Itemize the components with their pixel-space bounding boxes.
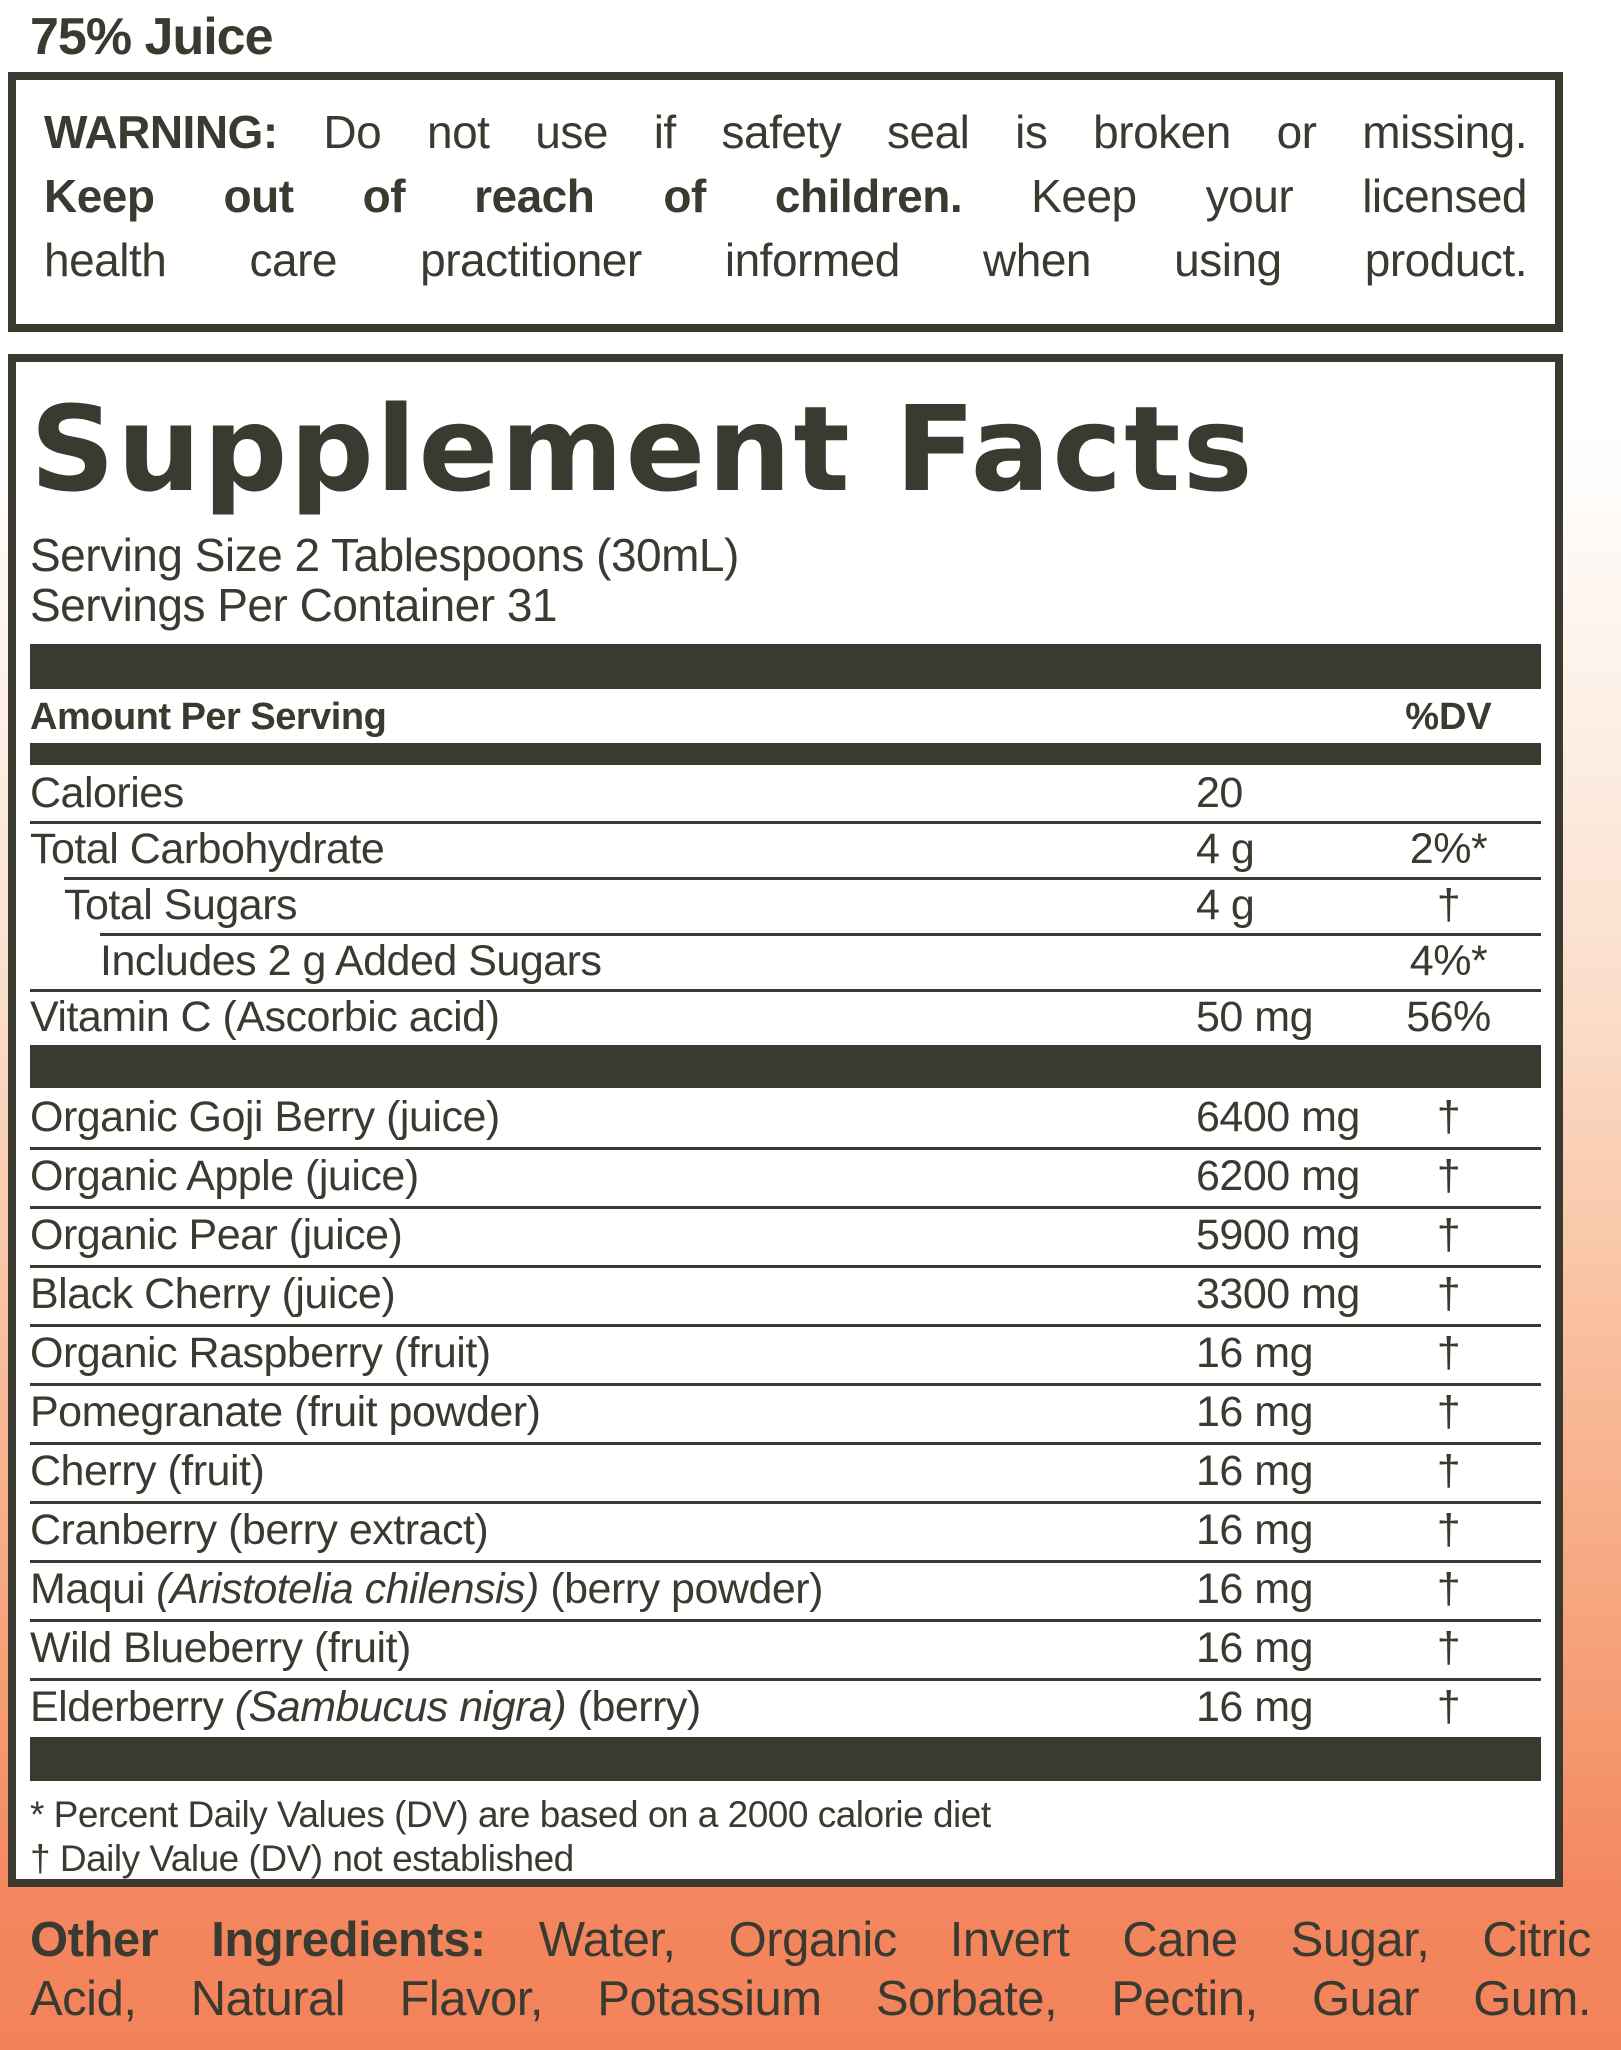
row-dv: † <box>1436 1506 1461 1554</box>
row-name-pre: Pomegranate (fruit powder) <box>30 1388 541 1436</box>
facts-row <box>30 1206 1541 1265</box>
warning-bold-2: Keep out of reach of children. <box>44 170 963 222</box>
juice-claim: 75% Juice <box>30 8 273 66</box>
divider-bar-middle <box>30 1045 1541 1088</box>
row-dv: † <box>1436 1270 1461 1318</box>
row-name-pre: Total Carbohydrate <box>30 824 385 873</box>
row-dv: † <box>1436 1565 1461 1613</box>
panel-title: Supplement Facts <box>30 380 1255 518</box>
row-name <box>30 1624 1196 1673</box>
warning-text-1: Do not use if safety seal is broken or missing. <box>277 106 1527 158</box>
other-ingredients-text-2: Acid, Natural Flavor, Potassium Sorbate, Pectin, Guar Gum. <box>30 1972 1591 2026</box>
row-name-pre: Cranberry (berry extract) <box>30 1506 489 1554</box>
facts-row <box>30 1383 1541 1442</box>
row-name <box>30 1093 1196 1142</box>
row-name-pre: Calories <box>30 768 184 817</box>
row-name-pre: Organic Pear (juice) <box>30 1211 403 1259</box>
divider-bar-bottom <box>30 1737 1541 1781</box>
facts-row <box>30 821 1541 877</box>
warning-line-3 <box>44 228 1527 292</box>
row-name <box>30 1329 1196 1378</box>
row-amount: 6200 mg <box>1196 1152 1360 1200</box>
warning-line-2 <box>44 164 1527 228</box>
other-ingredients <box>0 1887 1621 2029</box>
row-amount: 16 mg <box>1196 1565 1314 1613</box>
row-amount: 16 mg <box>1196 1447 1314 1495</box>
row-dv: † <box>1436 1624 1461 1672</box>
warning-box <box>8 72 1563 332</box>
row-name-pre: Black Cherry (juice) <box>30 1270 396 1318</box>
facts-row <box>30 1088 1541 1147</box>
row-name-pre: Vitamin C (Ascorbic acid) <box>30 992 500 1041</box>
warning-text-2: Keep your licensed <box>962 170 1527 222</box>
ingredient-rows <box>30 1088 1541 1737</box>
facts-row <box>30 1324 1541 1383</box>
row-amount: 20 <box>1196 768 1243 817</box>
divider-bar-thin <box>30 743 1541 765</box>
row-dv: † <box>1436 1152 1461 1200</box>
facts-row <box>30 1619 1541 1678</box>
row-name-pre: Organic Apple (juice) <box>30 1152 419 1200</box>
facts-row <box>30 1501 1541 1560</box>
row-dv: † <box>1436 1683 1461 1731</box>
row-name-pre: Elderberry <box>30 1683 235 1731</box>
dv-header: %DV <box>1405 696 1492 738</box>
row-name-pre: Organic Goji Berry (juice) <box>30 1093 500 1141</box>
row-name-pre: Total Sugars <box>64 880 298 929</box>
facts-row <box>30 1442 1541 1501</box>
row-amount: 16 mg <box>1196 1388 1314 1436</box>
row-dv: 4%* <box>1409 936 1488 985</box>
supplement-facts-panel <box>8 354 1563 1887</box>
row-name <box>30 1152 1196 1201</box>
row-name <box>30 937 1196 986</box>
row-name-post: (berry) <box>566 1683 701 1731</box>
other-ingredients-line-2 <box>30 1970 1591 2029</box>
warning-label: WARNING: <box>44 106 278 158</box>
row-amount: 16 mg <box>1196 1506 1314 1554</box>
row-amount: 5900 mg <box>1196 1211 1360 1259</box>
row-amount: 16 mg <box>1196 1329 1314 1377</box>
row-name-italic: (Aristotelia chilensis) <box>156 1565 539 1613</box>
row-name <box>30 881 1196 930</box>
row-name <box>30 993 1196 1042</box>
facts-row <box>30 877 1541 933</box>
other-ingredients-label: Other Ingredients: <box>30 1913 486 1967</box>
row-amount: 16 mg <box>1196 1624 1314 1672</box>
row-name <box>30 1683 1196 1732</box>
facts-row <box>30 989 1541 1045</box>
row-name <box>30 1447 1196 1496</box>
row-name <box>30 1506 1196 1555</box>
footnote-dv-not-established: † Daily Value (DV) not established <box>30 1838 574 1879</box>
row-dv: † <box>1436 1211 1461 1259</box>
row-name <box>30 769 1196 818</box>
row-amount: 6400 mg <box>1196 1093 1360 1141</box>
row-name <box>30 1270 1196 1319</box>
row-amount: 50 mg <box>1196 992 1314 1041</box>
row-name-pre: Maqui <box>30 1565 157 1613</box>
divider-bar-top <box>30 644 1541 689</box>
row-name <box>30 1388 1196 1437</box>
other-ingredients-text-1: Water, Organic Invert Cane Sugar, Citric <box>485 1913 1591 1967</box>
servings-per-container: Servings Per Container 31 <box>30 579 558 631</box>
warning-line-1 <box>44 100 1527 164</box>
facts-row <box>30 1147 1541 1206</box>
row-dv: 56% <box>1406 992 1491 1041</box>
row-name-pre: Cherry (fruit) <box>30 1447 265 1495</box>
facts-row <box>30 1265 1541 1324</box>
row-dv: † <box>1436 1093 1461 1141</box>
row-amount: 4 g <box>1196 824 1255 873</box>
row-name-pre: Includes 2 g Added Sugars <box>100 936 602 985</box>
row-dv: † <box>1436 880 1461 929</box>
row-dv: 2%* <box>1409 824 1488 873</box>
footnote-daily-values: * Percent Daily Values (DV) are based on a 2000 calorie diet <box>30 1794 991 1835</box>
nutrient-rows <box>30 765 1541 1045</box>
row-name-post: (berry powder) <box>538 1565 823 1613</box>
amount-per-serving-header: Amount Per Serving <box>30 696 387 738</box>
facts-row <box>30 933 1541 989</box>
row-name-pre: Organic Raspberry (fruit) <box>30 1329 491 1377</box>
other-ingredients-line-1 <box>30 1911 1591 1970</box>
facts-row <box>30 1678 1541 1737</box>
row-dv: † <box>1436 1447 1461 1495</box>
row-amount: 16 mg <box>1196 1683 1314 1731</box>
column-header-row <box>30 689 1541 743</box>
footnotes <box>30 1781 1541 1881</box>
row-dv: † <box>1436 1388 1461 1436</box>
facts-row <box>30 765 1541 821</box>
row-name <box>30 825 1196 874</box>
facts-row <box>30 1560 1541 1619</box>
row-amount: 3300 mg <box>1196 1270 1360 1318</box>
row-name <box>30 1565 1196 1614</box>
row-name <box>30 1211 1196 1260</box>
warning-text-3: health care practitioner informed when using product. <box>44 234 1527 286</box>
row-name-italic: (Sambucus nigra) <box>234 1683 567 1731</box>
serving-size: Serving Size 2 Tablespoons (30mL) <box>30 529 739 581</box>
row-dv: † <box>1436 1329 1461 1377</box>
row-amount: 4 g <box>1196 880 1255 929</box>
row-name-pre: Wild Blueberry (fruit) <box>30 1624 411 1672</box>
